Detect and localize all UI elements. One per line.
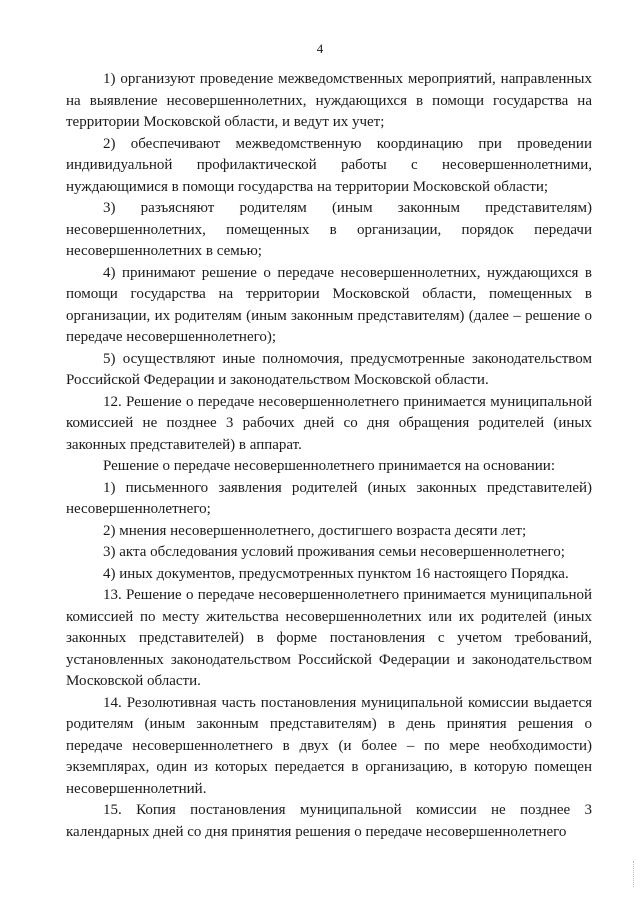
paragraph-item-2: 2) обеспечивают межведомственную координацию при проведении индивидуальной профилактической работы с несовершеннолетними, нуждающимися в помощи государства на территории Московской области; — [66, 135, 592, 195]
paragraph-item-1: 1) организуют проведение межведомственных мероприятий, направленных на выявление несовершеннолетних, нуждающихся в помощи государства на территории Московской области, и ведут их учет; — [66, 71, 592, 130]
document-body — [66, 69, 592, 843]
paragraph-basis-4: 4) иных документов, предусмотренных пунктом 16 настоящего Порядка. — [103, 565, 569, 582]
paragraph-item-5: 5) осуществляют иные полномочия, предусмотренные законодательством Российской Федерации и законодательством Московской области. — [66, 350, 592, 388]
scan-edge-mark — [633, 861, 638, 887]
paragraph-clause-14: 14. Резолютивная часть постановления муниципальной комиссии выдается родителям (иным законным представителям) в день принятия решения о передаче несовершеннолетнего в двух (и более – по мере необходимости) экземплярах, один из которых передается в организацию, в которую помещен несовершеннолетний. — [66, 694, 592, 797]
paragraph-basis-1: 1) письменного заявления родителей (иных законных представителей) несовершеннолетнего; — [66, 479, 592, 517]
paragraph-item-3: 3) разъясняют родителям (иным законным представителям) несовершеннолетних, помещенных в организации, порядок передачи несовершеннолетних в семью; — [66, 200, 592, 259]
page-number: 4 — [316, 41, 324, 56]
paragraph-basis-3: 3) акта обследования условий проживания семьи несовершеннолетнего; — [103, 544, 565, 560]
paragraph-clause-15: 15. Копия постановления муниципальной комиссии не позднее 3 календарных дней со дня принятия решения о передаче несовершеннолетнего — [66, 802, 592, 840]
paragraph-basis-intro: Решение о передаче несовершеннолетнего принимается на основании: — [103, 458, 555, 474]
paragraph-basis-2: 2) мнения несовершеннолетнего, достигшего возраста десяти лет; — [103, 522, 527, 539]
paragraph-clause-13: 13. Решение о передаче несовершеннолетнего принимается муниципальной комиссией по месту жительства несовершеннолетних или их родителей (иных законных представителей) в форме постановления с учетом требований, установленных законодательством Российской Федерации и законодательством Московской области. — [66, 587, 592, 689]
paragraph-clause-12: 12. Решение о передаче несовершеннолетнего принимается муниципальной комиссией не позднее 3 рабочих дней со дня обращения родителей (иных законных представителей) в аппарат. — [66, 393, 592, 453]
paragraph-item-4: 4) принимают решение о передаче несовершеннолетних, нуждающихся в помощи государства на территории Московской области, помещенных в организации, их родителям (иным законным представителям) (далее – решение о передаче несовершеннолетнего); — [66, 264, 592, 345]
